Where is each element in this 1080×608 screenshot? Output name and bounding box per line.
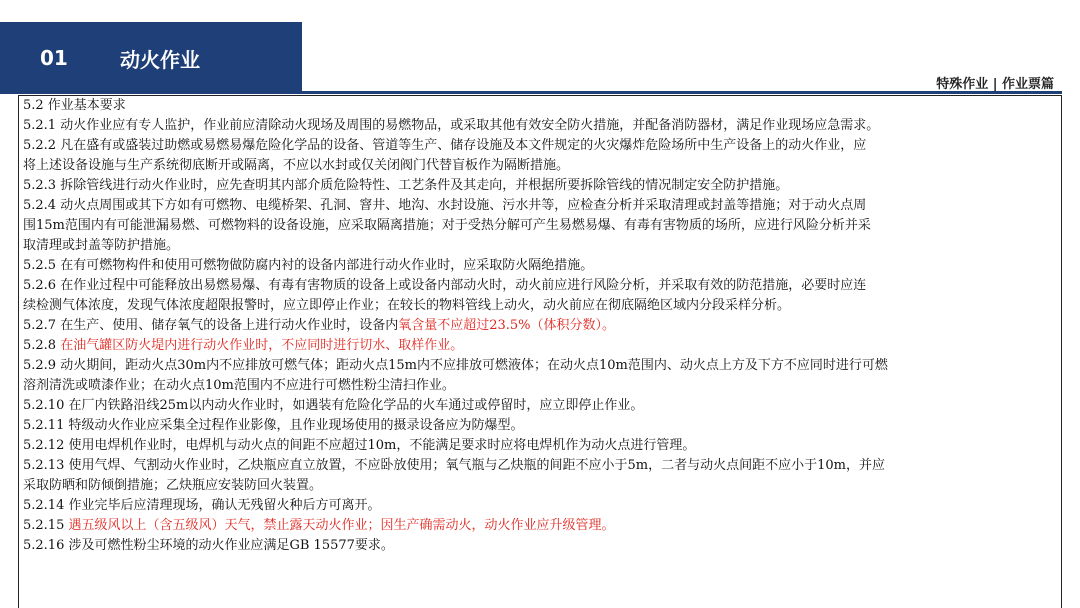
requirement-line: 5.2.12 使用电焊机作业时，电焊机与动火点的间距不应超过10m，不能满足要求时应将电焊机作为动火点进行管理。	[23, 438, 696, 453]
requirement-line: 溶剂清洗或喷漆作业；在动火点10m范围内不应进行可燃性粉尘清扫作业。	[23, 378, 455, 393]
requirement-line: 5.2.4 动火点周围或其下方如有可燃物、电缆桥架、孔洞、窨井、地沟、水封设施、污水井等，应检查分析并采取清理或封盖等措施；对于动火点周	[23, 198, 867, 213]
requirement-line: 围15m范围内有可能泄漏易燃、可燃物料的设备设施，应采取隔离措施；对于受热分解可产生易燃易爆、有毒有害物质的场所，应进行风险分析并采	[23, 218, 871, 233]
requirement-line: 5.2.7 在生产、使用、储存氧气的设备上进行动火作业时，设备内氧含量不应超过23.5%（体积分数）。	[23, 318, 616, 333]
requirement-line: 将上述设备设施与生产系统彻底断开或隔离，不应以水封或仅关闭阀门代替盲板作为隔断措施。	[23, 158, 570, 173]
highlight-text: 在油气罐区防火堤内进行动火作业时，不应同时进行切水、取样作业。	[60, 338, 464, 353]
requirement-line: 5.2.3 拆除管线进行动火作业时，应先查明其内部介质危险特性、工艺条件及其走向，并根据所要拆除管线的情况制定安全防护措施。	[23, 178, 789, 193]
requirement-line: 5.2.16 涉及可燃性粉尘环境的动火作业应满足GB 15577要求。	[23, 538, 394, 553]
requirement-line: 续检测气体浓度，发现气体浓度超限报警时，应立即停止作业；在较长的物料管线上动火，动火前应在彻底隔绝区域内分段采样分析。	[23, 298, 791, 313]
highlight-text: 遇五级风以上（含五级风）天气，禁止露天动火作业；因生产确需动火，动火作业应升级管理。	[68, 518, 615, 533]
section-number: 01	[40, 46, 68, 70]
requirement-line: 5.2.11 特级动火作业应采集全过程作业影像，且作业现场使用的摄录设备应为防爆型。	[23, 418, 524, 433]
requirement-line: 取清理或封盖等防护措施。	[23, 238, 180, 253]
requirement-line: 5.2.9 动火期间，距动火点30m内不应排放可燃气体；距动火点15m内不应排放可燃液体；在动火点10m范围内、动火点上方及下方不应同时进行可燃	[23, 358, 888, 373]
requirement-line: 5.2.2 凡在盛有或盛装过助燃或易燃易爆危险化学品的设备、管道等生产、储存设施及本文件规定的火灾爆炸危险场所中生产设备上的动火作业，应	[23, 138, 867, 153]
highlight-text: 氧含量不应超过23.5%（体积分数）。	[398, 318, 616, 333]
requirement-line: 5.2.5 在有可燃物构件和使用可燃物做防腐内衬的设备内部进行动火作业时，应采取防火隔绝措施。	[23, 258, 594, 273]
requirement-line: 5.2.8 在油气罐区防火堤内进行动火作业时，不应同时进行切水、取样作业。	[23, 338, 464, 353]
requirements-box	[18, 95, 1062, 608]
requirement-line: 采取防晒和防倾倒措施；乙炔瓶应安装防回火装置。	[23, 478, 323, 493]
requirement-line: 5.2.13 使用气焊、气割动火作业时，乙炔瓶应直立放置，不应卧放使用；氧气瓶与乙炔瓶的间距不应小于5m，二者与动火点间距不应小于10m，并应	[23, 458, 885, 473]
header-divider	[0, 91, 1062, 94]
requirement-line: 5.2.14 作业完毕后应清理现场，确认无残留火种后方可离开。	[23, 498, 381, 513]
requirement-line: 5.2.15 遇五级风以上（含五级风）天气，禁止露天动火作业；因生产确需动火，动火作业应升级管理。	[23, 518, 615, 533]
requirement-line: 5.2.6 在作业过程中可能释放出易燃易爆、有毒有害物质的设备上或设备内部动火时，动火前应进行风险分析，并采取有效的防范措施，必要时应连	[23, 278, 867, 293]
requirement-line: 5.2.1 动火作业应有专人监护，作业前应清除动火现场及周围的易燃物品，或采取其他有效安全防火措施，并配备消防器材，满足作业现场应急需求。	[23, 118, 880, 133]
breadcrumb: 特殊作业 | 作业票篇	[936, 77, 1054, 92]
requirement-line: 5.2.10 在厂内铁路沿线25m以内动火作业时，如遇装有危险化学品的火车通过或停留时，应立即停止作业。	[23, 398, 644, 413]
requirement-line: 5.2 作业基本要求	[23, 98, 126, 113]
section-title: 动火作业	[120, 48, 200, 72]
